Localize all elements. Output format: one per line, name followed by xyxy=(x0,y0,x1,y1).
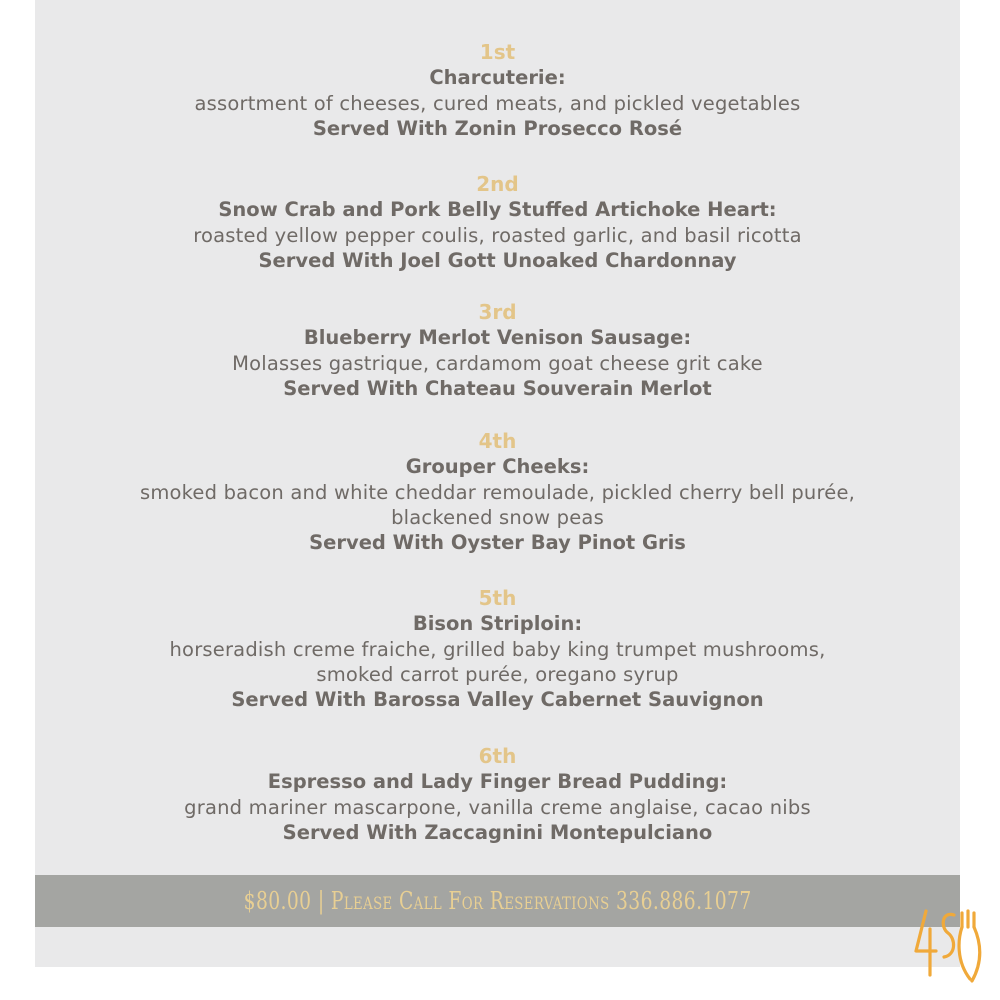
course-number: 4th xyxy=(478,429,517,453)
course-number: 3rd xyxy=(478,300,517,324)
reservation-bar xyxy=(35,875,960,927)
course-title: Bison Striploin: xyxy=(412,612,583,635)
course-title: Snow Crab and Pork Belly Stuffed Artichoke Heart: xyxy=(218,198,777,221)
course-description: blackened snow peas xyxy=(391,506,604,529)
course-description: smoked carrot purée, oregano syrup xyxy=(316,663,679,686)
course-wine-pairing: Served With Zonin Prosecco Rosé xyxy=(312,117,683,140)
course-item xyxy=(35,39,960,142)
course-description: Molasses gastrique, cardamom goat cheese grit cake xyxy=(232,352,763,375)
course-wine-pairing: Served With Joel Gott Unoaked Chardonnay xyxy=(258,249,737,272)
course-item xyxy=(35,428,960,556)
course-item xyxy=(35,743,960,846)
course-number: 6th xyxy=(478,744,517,768)
reservation-text: $80.00 | Please Call For Reservations 336.886.1077 xyxy=(243,887,752,915)
course-wine-pairing: Served With Barossa Valley Cabernet Sauvignon xyxy=(231,688,764,711)
fork-logo-icon xyxy=(912,905,984,987)
course-item xyxy=(35,585,960,713)
course-description: assortment of cheeses, cured meats, and pickled vegetables xyxy=(194,92,801,115)
course-description: smoked bacon and white cheddar remoulade, pickled cherry bell purée, xyxy=(139,481,856,504)
restaurant-logo xyxy=(912,905,984,987)
course-description: grand mariner mascarpone, vanilla creme anglaise, cacao nibs xyxy=(184,796,811,819)
course-number: 2nd xyxy=(476,172,519,196)
course-item xyxy=(35,299,960,402)
course-wine-pairing: Served With Chateau Souverain Merlot xyxy=(283,377,712,400)
course-title: Charcuterie: xyxy=(429,66,566,89)
course-title: Espresso and Lady Finger Bread Pudding: xyxy=(267,770,728,793)
course-wine-pairing: Served With Zaccagnini Montepulciano xyxy=(282,821,713,844)
course-number: 5th xyxy=(478,586,517,610)
course-wine-pairing: Served With Oyster Bay Pinot Gris xyxy=(309,531,686,554)
course-item xyxy=(35,171,960,274)
course-number: 1st xyxy=(479,40,516,64)
course-description: horseradish creme fraiche, grilled baby king trumpet mushrooms, xyxy=(169,638,826,661)
course-title: Blueberry Merlot Venison Sausage: xyxy=(303,326,692,349)
course-title: Grouper Cheeks: xyxy=(405,455,590,478)
course-description: roasted yellow pepper coulis, roasted garlic, and basil ricotta xyxy=(193,224,802,247)
